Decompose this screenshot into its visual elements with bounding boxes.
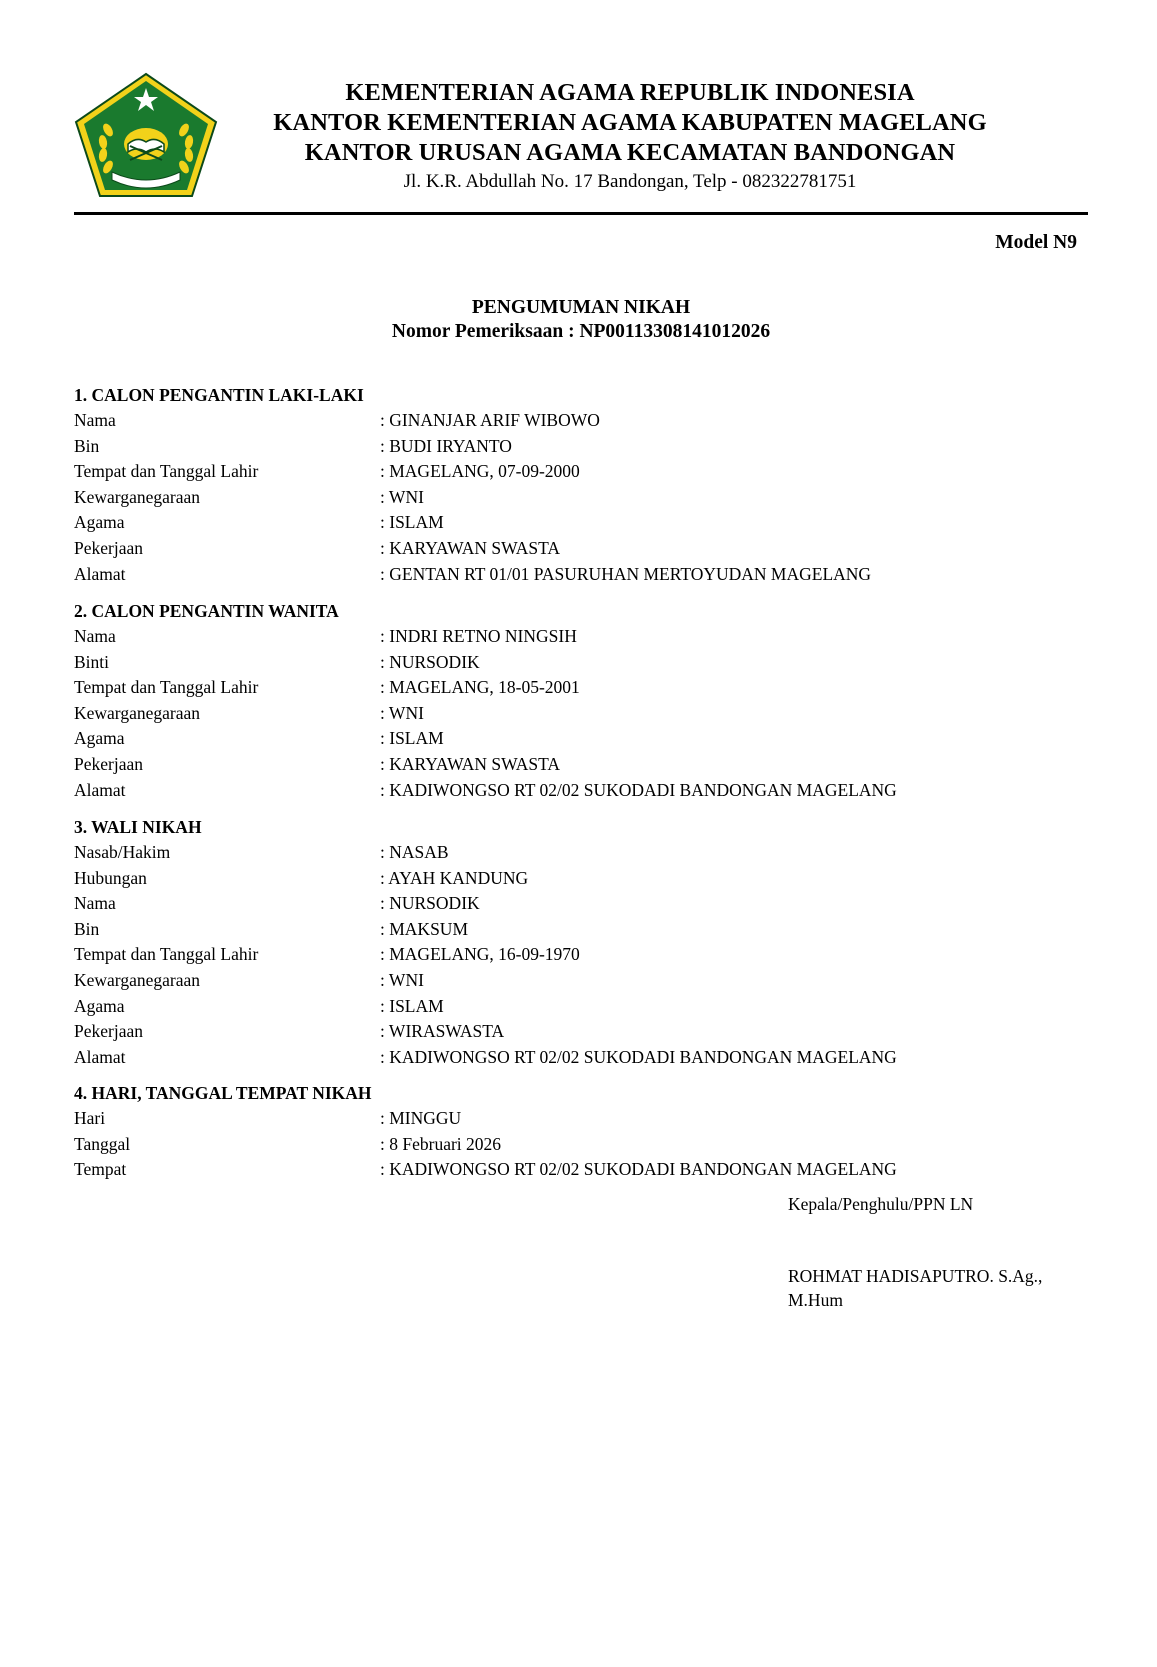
letterhead-line-1: KEMENTERIAN AGAMA REPUBLIK INDONESIA xyxy=(345,79,915,106)
field-value: : INDRI RETNO NINGSIH xyxy=(380,626,577,646)
ministry-logo xyxy=(72,72,220,200)
field-label: Kewarganegaraan xyxy=(74,486,200,507)
field-value: : NURSODIK xyxy=(380,651,480,672)
field-label: Agama xyxy=(74,512,125,533)
field-value: : WNI xyxy=(380,970,424,990)
field-label: Tanggal xyxy=(74,1133,131,1154)
field-value: : KARYAWAN SWASTA xyxy=(380,538,560,558)
field-label: Tempat xyxy=(74,1159,127,1180)
field-value: : GINANJAR ARIF WIBOWO xyxy=(380,410,600,430)
section-heading: 1. CALON PENGANTIN LAKI-LAKI xyxy=(74,385,364,405)
field-value: : KADIWONGSO RT 02/02 SUKODADI BANDONGAN MAGELANG xyxy=(380,779,897,800)
field-value: : ISLAM xyxy=(380,995,444,1016)
section-heading: 3. WALI NIKAH xyxy=(74,817,202,837)
field-value: : MAGELANG, 07-09-2000 xyxy=(380,461,580,482)
signature-name-line-2: M.Hum xyxy=(788,1290,843,1310)
signature-role: Kepala/Penghulu/PPN LN xyxy=(788,1194,974,1214)
field-label: Agama xyxy=(74,728,125,749)
field-label: Alamat xyxy=(74,779,126,800)
field-label: Pekerjaan xyxy=(74,1021,143,1042)
field-label: Pekerjaan xyxy=(74,754,143,774)
examination-number: Nomor Pemeriksaan : NP00113308141012026 xyxy=(391,321,771,342)
field-value: : MAGELANG, 16-09-1970 xyxy=(380,944,580,965)
field-label: Bin xyxy=(74,435,100,456)
field-value: : MAKSUM xyxy=(380,918,469,939)
field-value: : NURSODIK xyxy=(380,893,480,914)
field-value: : MINGGU xyxy=(380,1108,462,1128)
field-value: : 8 Februari 2026 xyxy=(380,1133,502,1154)
signature-name-line-1: ROHMAT HADISAPUTRO. S.Ag., xyxy=(788,1266,1043,1286)
field-label: Kewarganegaraan xyxy=(74,702,200,723)
letterhead xyxy=(230,78,1030,196)
model-code: Model N9 xyxy=(995,232,1077,253)
field-label: Tempat dan Tanggal Lahir xyxy=(74,677,259,698)
field-label: Agama xyxy=(74,995,125,1016)
field-label: Nama xyxy=(74,893,116,914)
field-value: : WNI xyxy=(380,702,424,723)
field-label: Nama xyxy=(74,626,116,646)
field-value: : WNI xyxy=(380,486,424,507)
field-value: : MAGELANG, 18-05-2001 xyxy=(380,677,580,698)
section-heading: 2. CALON PENGANTIN WANITA xyxy=(74,601,339,621)
field-label: Kewarganegaraan xyxy=(74,970,200,990)
field-label: Hubungan xyxy=(74,867,147,888)
field-value: : KADIWONGSO RT 02/02 SUKODADI BANDONGAN MAGELANG xyxy=(380,1159,897,1180)
field-value: : BUDI IRYANTO xyxy=(380,435,512,456)
field-value: : NASAB xyxy=(380,842,449,862)
field-label: Alamat xyxy=(74,1046,126,1067)
field-label: Hari xyxy=(74,1108,106,1128)
field-value: : ISLAM xyxy=(380,512,444,533)
field-label: Nasab/Hakim xyxy=(74,842,171,862)
letterhead-line-3: KANTOR URUSAN AGAMA KECAMATAN BANDONGAN xyxy=(304,139,956,166)
field-label: Nama xyxy=(74,410,116,430)
field-value: : WIRASWASTA xyxy=(380,1021,505,1042)
letterhead-address: Jl. K.R. Abdullah No. 17 Bandongan, Telp - 082322781751 xyxy=(403,171,857,192)
field-label: Tempat dan Tanggal Lahir xyxy=(74,461,259,482)
field-label: Alamat xyxy=(74,563,126,584)
field-label: Binti xyxy=(74,651,110,672)
field-value: : KADIWONGSO RT 02/02 SUKODADI BANDONGAN MAGELANG xyxy=(380,1046,897,1067)
document-title: PENGUMUMAN NIKAH xyxy=(471,297,691,318)
field-value: : KARYAWAN SWASTA xyxy=(380,754,560,774)
letterhead-line-2: KANTOR KEMENTERIAN AGAMA KABUPATEN MAGELANG xyxy=(273,109,987,136)
field-value: : ISLAM xyxy=(380,728,444,749)
field-label: Bin xyxy=(74,918,100,939)
header-divider xyxy=(74,212,1088,215)
field-value: : GENTAN RT 01/01 PASURUHAN MERTOYUDAN MAGELANG xyxy=(380,563,872,584)
section-heading: 4. HARI, TANGGAL TEMPAT NIKAH xyxy=(74,1083,372,1103)
ministry-emblem-icon xyxy=(72,72,220,200)
field-label: Tempat dan Tanggal Lahir xyxy=(74,944,259,965)
field-label: Pekerjaan xyxy=(74,538,143,558)
field-value: : AYAH KANDUNG xyxy=(380,867,529,888)
